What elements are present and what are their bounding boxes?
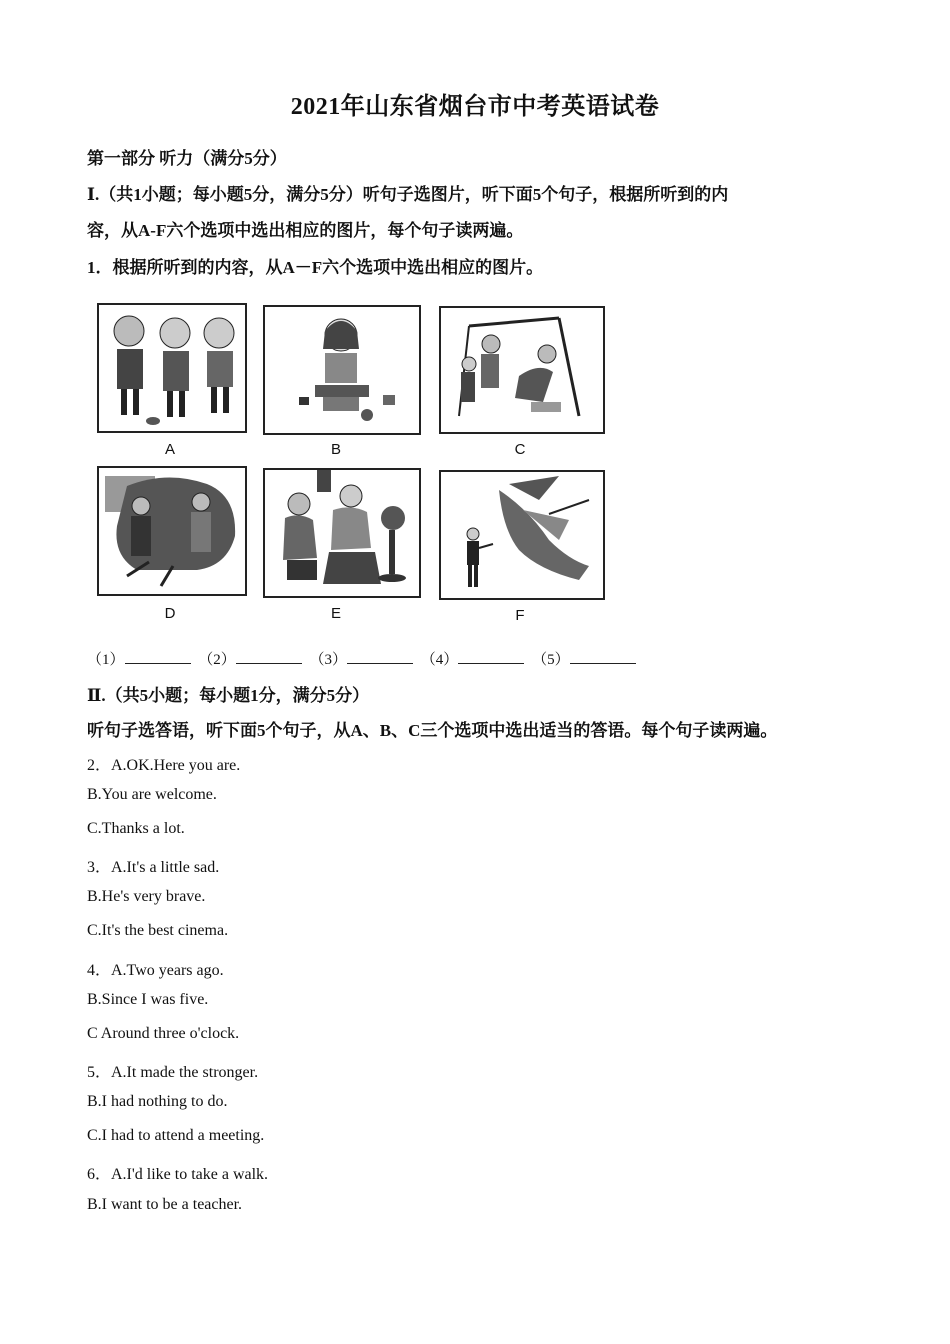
option-line: 6．A.I'd like to take a walk. (87, 1166, 269, 1183)
picture-f (439, 470, 605, 600)
picture-label-e: E (330, 605, 341, 622)
section1-heading-line1: Ⅰ.（共1小题；每小题5分，满分5分）听句子选图片，听下面5个句子，根据所听到的内 (87, 185, 729, 204)
option-line: C.It's the best cinema. (87, 922, 229, 939)
question-1: 1．根据所听到的内容，从A－F六个选项中选出相应的图片。 (87, 258, 544, 277)
page-title: 2021年山东省烟台市中考英语试卷 (290, 94, 660, 120)
option-line: C Around three o'clock. (87, 1025, 240, 1042)
picture-label-c: C (514, 441, 526, 458)
part1-heading: 第一部分 听力（满分5分） (87, 149, 287, 168)
picture-b (263, 305, 421, 435)
picture-label-b: B (330, 441, 341, 458)
section2-instruction: 听句子选答语，听下面5个句子，从A、B、C三个选项中选出适当的答语。每个句子读两遍。 (87, 721, 778, 740)
section1-heading-line2: 容，从A-F六个选项中选出相应的图片，每个句子读两遍。 (87, 221, 524, 240)
answer-blank-5[interactable]: （5） (532, 648, 636, 669)
option-line: B.He's very brave. (87, 888, 206, 905)
answer-blank-2[interactable]: （2） (198, 648, 302, 669)
option-line: B.I had nothing to do. (87, 1093, 228, 1110)
picture-label-d: D (164, 605, 176, 622)
picture-d (97, 466, 247, 596)
option-line: B.I want to be a teacher. (87, 1196, 243, 1213)
option-line: B.You are welcome. (87, 786, 217, 803)
section2-heading: Ⅱ.（共5小题；每小题1分，满分5分） (87, 686, 370, 705)
option-line: 3．A.It's a little sad. (87, 859, 220, 876)
picture-c (439, 306, 605, 434)
answer-blank-1[interactable]: （1） (87, 648, 191, 669)
answer-blanks (87, 648, 640, 669)
picture-e (263, 468, 421, 598)
picture-label-f: F (515, 607, 525, 624)
picture-a (97, 303, 247, 433)
option-line: 4．A.Two years ago. (87, 962, 224, 979)
picture-label-a: A (164, 441, 175, 458)
picture-grid (95, 298, 615, 628)
option-line: 2．A.OK.Here you are. (87, 757, 241, 774)
answer-blank-4[interactable]: （4） (421, 648, 525, 669)
option-line: B.Since I was five. (87, 991, 209, 1008)
option-line: C.Thanks a lot. (87, 820, 185, 837)
option-line: C.I had to attend a meeting. (87, 1127, 265, 1144)
answer-blank-3[interactable]: （3） (310, 648, 414, 669)
option-line: 5．A.It made the stronger. (87, 1064, 259, 1081)
